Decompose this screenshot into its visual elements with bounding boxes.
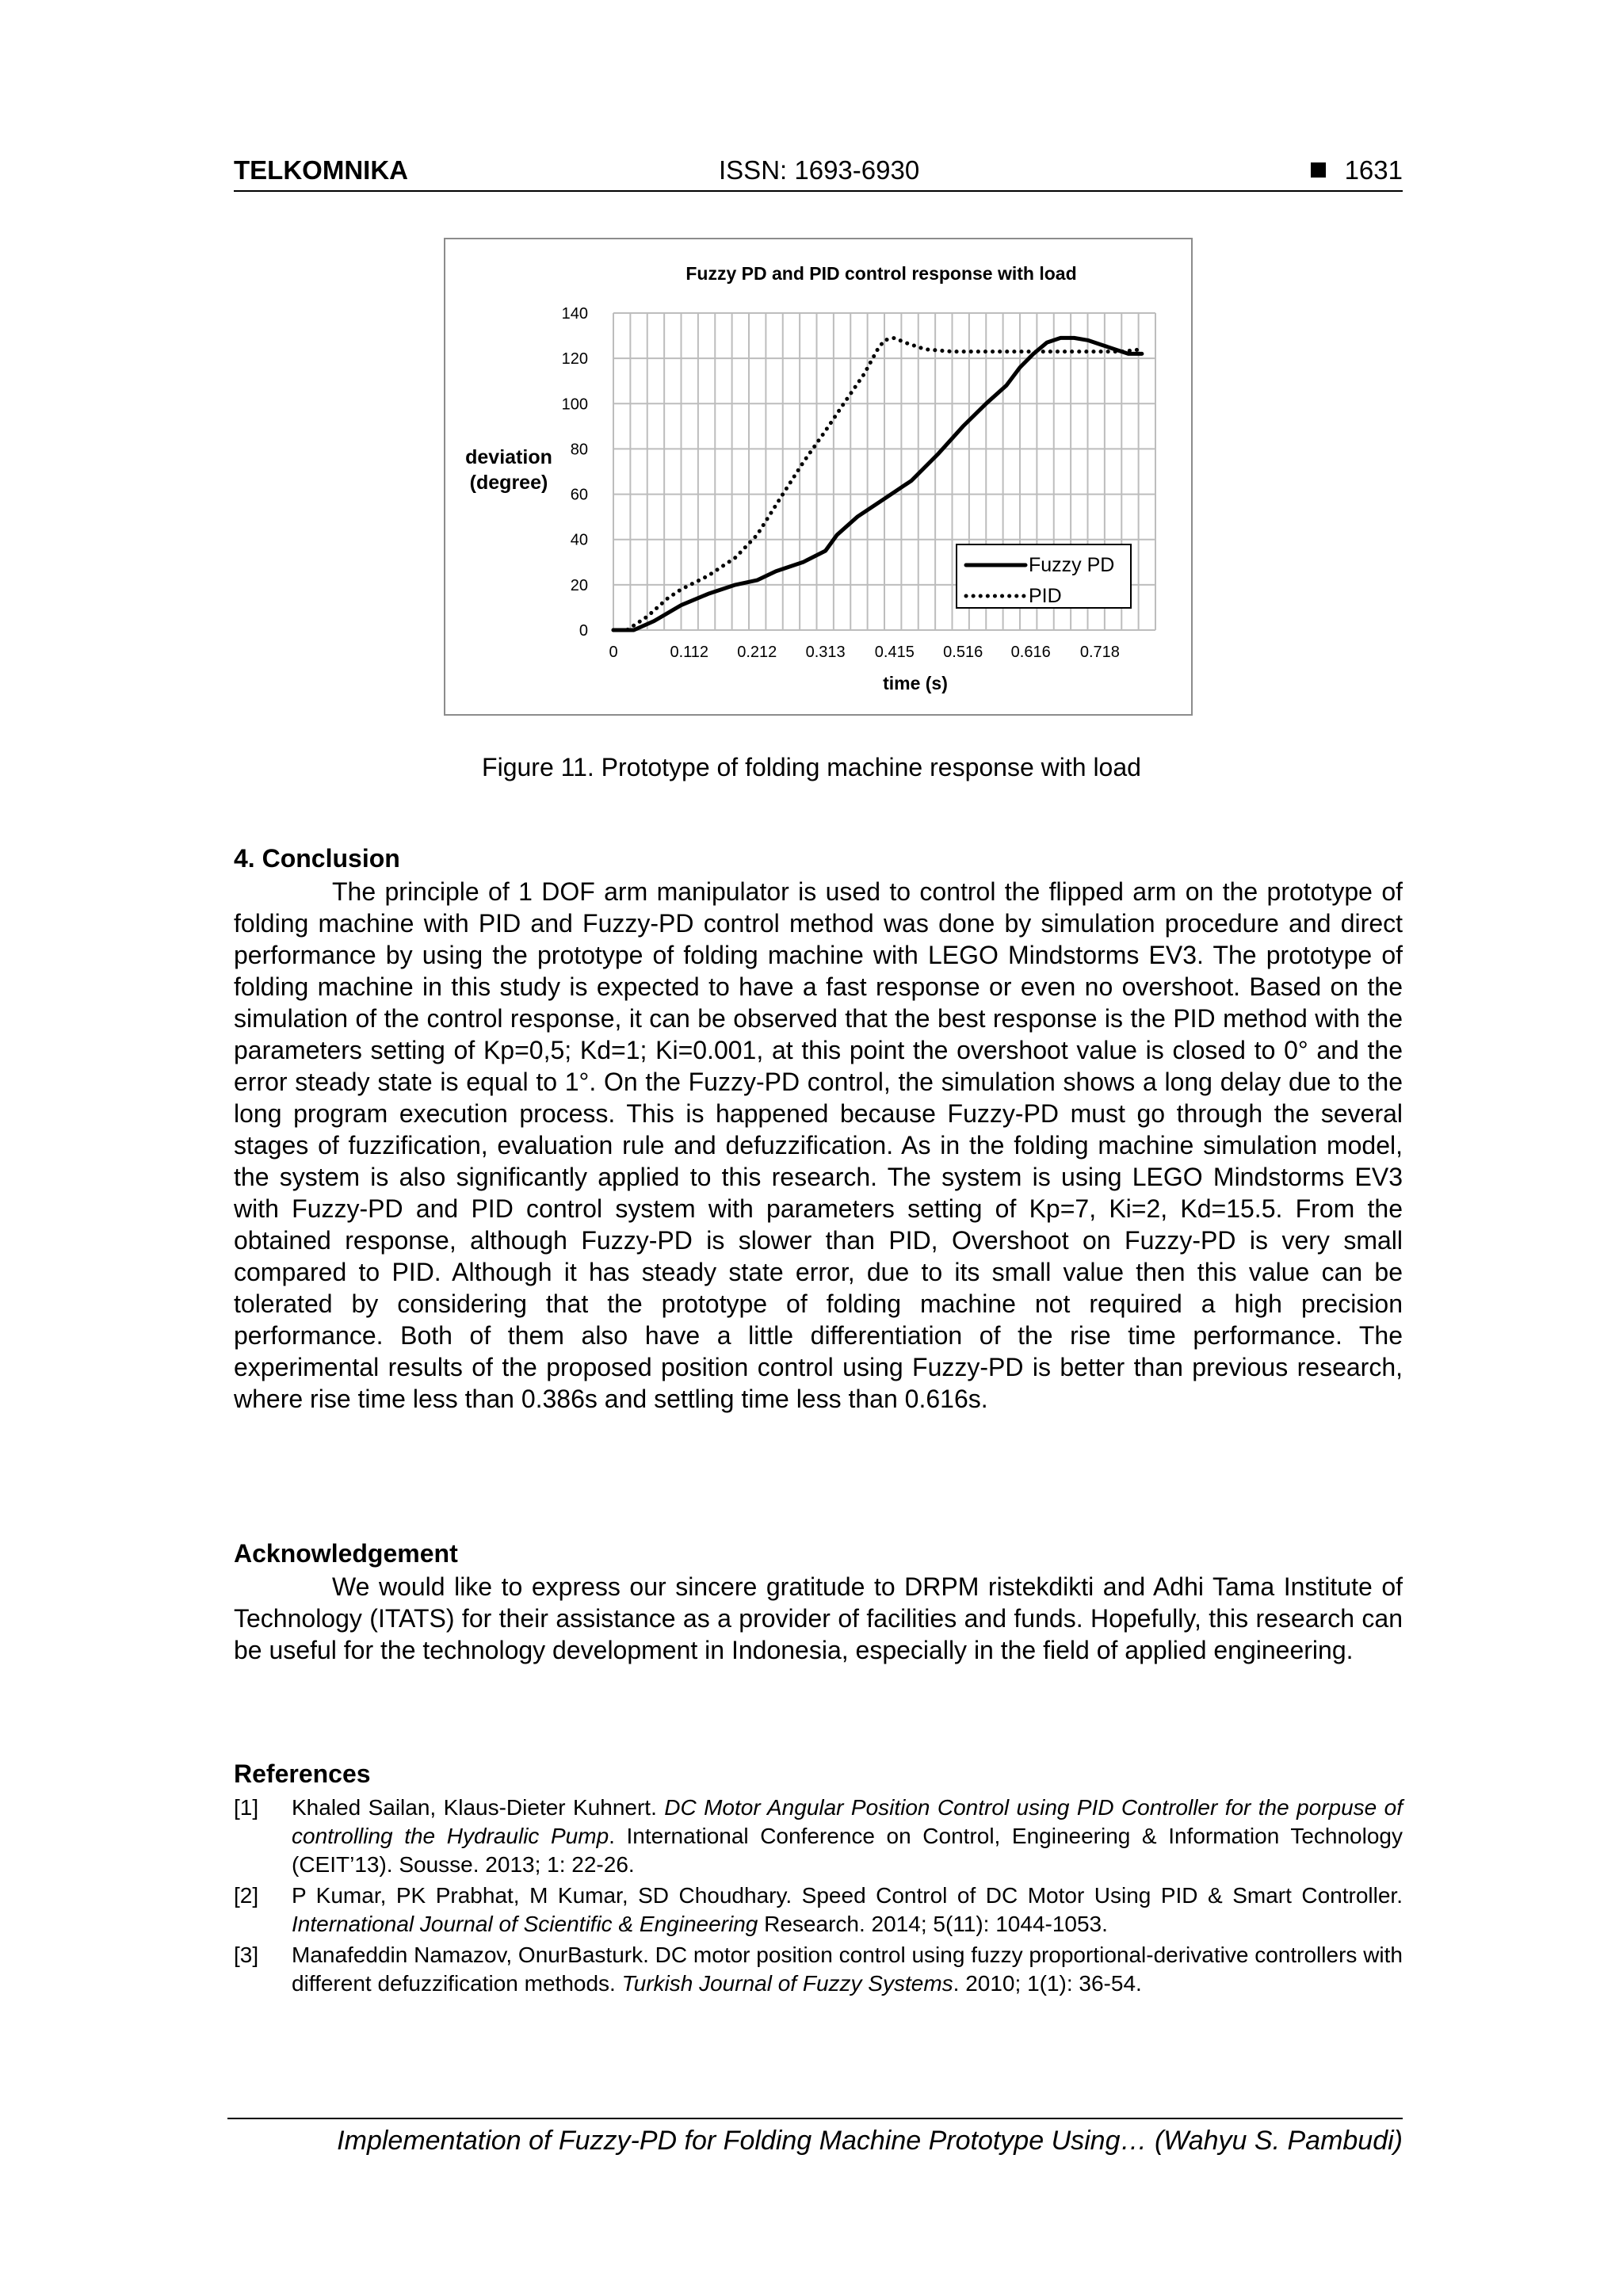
x-tick-label: 0.112 bbox=[670, 644, 709, 661]
x-tick-label: 0.718 bbox=[1079, 644, 1120, 661]
legend-label: Fuzzy PD bbox=[1029, 554, 1115, 576]
reference-authors: Manafeddin Namazov, OnurBasturk. DC motor position control using fuzzy proportional-derivative controllers with different defuzzification methods. bbox=[292, 1943, 1403, 1996]
reference-list bbox=[234, 1794, 1403, 2000]
reference-number: [2] bbox=[234, 1883, 259, 1908]
acknowledgement-heading: Acknowledgement bbox=[234, 1539, 458, 1568]
reference-authors: P Kumar, PK Prabhat, M Kumar, SD Choudhary. Speed Control of DC Motor Using PID & Smart Controller. bbox=[292, 1883, 1403, 1908]
page-number: 1631 bbox=[1344, 155, 1403, 185]
conclusion-text: The principle of 1 DOF arm manipulator is used to control the flipped arm on the prototype of folding machine with PID and Fuzzy-PD control method was done by simulation procedure and direct performance by using the prototype of folding machine with LEGO Mindstorms EV3. The prototype of folding machine in this study is expected to have a fast response or even no overshoot. Based on the simulation of the control response, it can be observed that the best response is the PID method with the parameters setting of Kp=0,5; Kd=1; Ki=0.001, at this point the overshoot value is closed to 0° and the error steady state is equal to 1°. On the Fuzzy-PD control, the simulation shows a long delay due to the long program execution process. This is happened because Fuzzy-PD must go through the several stages of fuzzification, evaluation rule and defuzzification. As in the folding machine simulation model, the system is also significantly applied to this research. The system is using LEGO Mindstorms EV3 with Fuzzy-PD and PID control system with parameters setting of Kp=7, Ki=2, Kd=15.5. From the obtained response, although Fuzzy-PD is slower than PID, Overshoot on Fuzzy-PD is very small compared to PID. Although it has steady state error, due to its small value then this value can be tolerated by considering that the prototype of folding machine not required a high precision performance. Both of them also have a little differentiation of the rise time performance. The experimental results of the proposed position control using Fuzzy-PD is better than previous research, where rise time less than 0.386s and settling time less than 0.616s. bbox=[234, 877, 1403, 1413]
x-tick-label: 0.415 bbox=[874, 644, 915, 661]
y-tick-label: 80 bbox=[570, 441, 588, 459]
x-tick-label: 0 bbox=[609, 644, 618, 661]
y-tick-label: 20 bbox=[570, 576, 588, 594]
acknowledgement-text: We would like to express our sincere gratitude to DRPM ristekdikti and Adhi Tama Institute of Technology (ITATS) for their assistance as a provider of facilities and funds. Hopefully, this research can be useful for the technology development in Indonesia, especially in the field of applied engineering. bbox=[234, 1572, 1403, 1664]
reference-rest: Research. 2014; 5(11): 1044-1053. bbox=[758, 1912, 1108, 1936]
x-tick-label: 0.516 bbox=[943, 644, 983, 661]
reference-journal: International Journal of Scientific & Engineering bbox=[292, 1912, 758, 1936]
reference-number: [3] bbox=[234, 1943, 259, 1967]
square-bullet-icon bbox=[1311, 162, 1326, 178]
acknowledgement-paragraph bbox=[234, 1571, 1403, 1666]
reference-item bbox=[234, 1941, 1403, 1998]
y-tick-label: 60 bbox=[570, 486, 588, 504]
running-footer: Implementation of Fuzzy-PD for Folding Machine Prototype Using… (Wahyu S. Pambudi) bbox=[227, 2118, 1403, 2157]
reference-rest: . International Conference on Control, Engineering & Information Technology (CEIT’13). Sousse. 2013; 1: 22-26. bbox=[292, 1824, 1403, 1877]
y-tick-label: 120 bbox=[561, 350, 588, 369]
conclusion-paragraph bbox=[234, 876, 1403, 1415]
y-tick-label: 100 bbox=[561, 395, 588, 414]
reference-authors: Khaled Sailan, Klaus-Dieter Kuhnert. bbox=[292, 1795, 665, 1820]
y-axis-label: deviation bbox=[465, 446, 552, 468]
running-header bbox=[234, 155, 1403, 192]
y-axis-label-unit: (degree) bbox=[469, 472, 548, 494]
journal-name: TELKOMNIKA bbox=[234, 155, 408, 185]
reference-item bbox=[234, 1794, 1403, 1879]
legend-label: PID bbox=[1029, 585, 1062, 607]
page-number-wrap bbox=[1311, 155, 1403, 185]
figure-chart bbox=[444, 238, 1193, 716]
issn: ISSN: 1693-6930 bbox=[719, 155, 920, 185]
conclusion-heading: 4. Conclusion bbox=[234, 844, 400, 873]
response-chart bbox=[445, 239, 1191, 714]
reference-journal: Turkish Journal of Fuzzy Systems bbox=[621, 1971, 953, 1996]
reference-item bbox=[234, 1881, 1403, 1939]
x-tick-label: 0.616 bbox=[1010, 644, 1051, 661]
x-tick-label: 0.212 bbox=[737, 644, 777, 661]
y-tick-label: 40 bbox=[570, 531, 588, 549]
reference-rest: . 2010; 1(1): 36-54. bbox=[953, 1971, 1142, 1996]
y-tick-label: 0 bbox=[579, 622, 588, 640]
reference-number: [1] bbox=[234, 1795, 259, 1820]
reference-title: DC Motor Angular Position Control using PID Controller for the porpuse of controlling the Hydraulic Pump bbox=[292, 1795, 1403, 1848]
figure-caption: Figure 11. Prototype of folding machine response with load bbox=[482, 753, 1141, 781]
y-tick-label: 140 bbox=[561, 305, 588, 323]
x-tick-label: 0.313 bbox=[805, 644, 846, 661]
x-axis-label: time (s) bbox=[883, 673, 948, 693]
references-heading: References bbox=[234, 1759, 371, 1788]
chart-title: Fuzzy PD and PID control response with load bbox=[685, 263, 1077, 284]
